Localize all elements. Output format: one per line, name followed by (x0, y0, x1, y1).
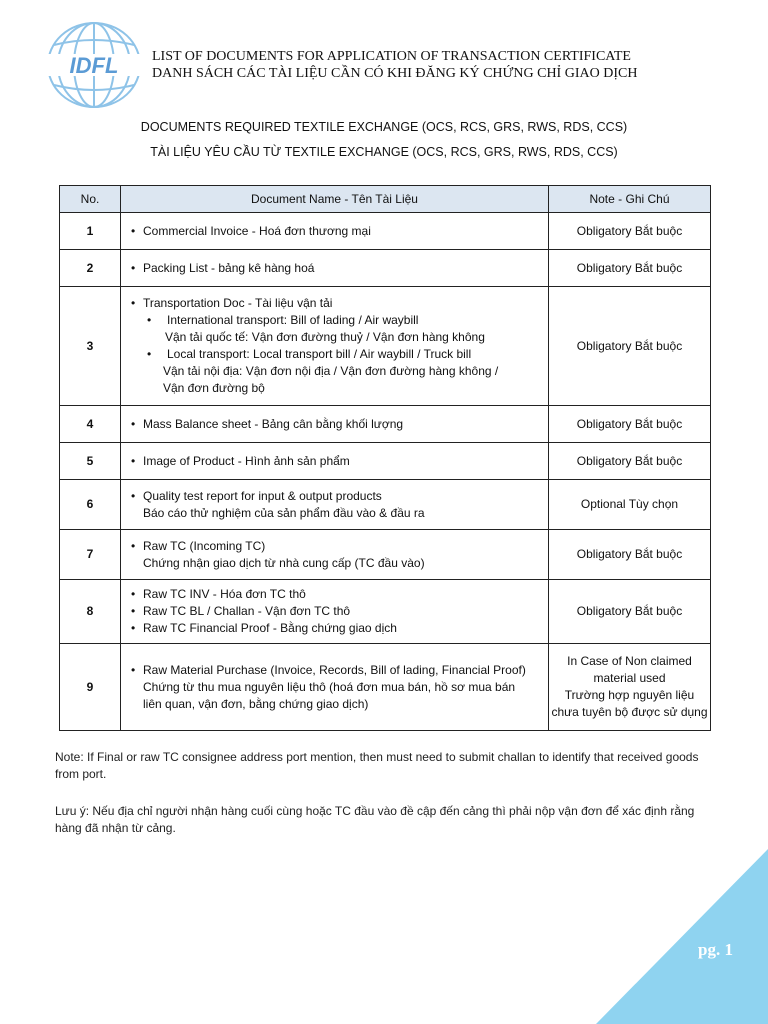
note-cell: Obligatory Bắt buộc (549, 530, 711, 580)
document-item: • Raw TC INV - Hóa đơn TC thô (129, 586, 542, 603)
document-item: • Raw TC BL / Challan - Vận đơn TC thô (129, 603, 542, 620)
note-cell: Obligatory Bắt buộc (549, 406, 711, 443)
document-name: • Raw TC (Incoming TC) (129, 538, 542, 555)
document-name-vi-cont: liên quan, vận đơn, bằng chứng giao dịch) (143, 696, 369, 711)
note-line: material used (593, 671, 666, 685)
row-number: 1 (60, 213, 121, 250)
document-name-vi: Báo cáo thử nghiệm của sản phẩm đầu vào & đầu ra (143, 505, 425, 520)
row-number: 8 (60, 580, 121, 644)
note-cell (549, 644, 711, 731)
note-cell: Obligatory Bắt buộc (549, 443, 711, 480)
document-name-vi: Chứng từ thu mua nguyên liệu thô (hoá đơn mua bán, hồ sơ mua bán (143, 679, 516, 694)
header-no: No. (60, 186, 121, 213)
sub-item-local-vi-cont: Vận đơn đường bộ (163, 381, 265, 395)
document-name: • Image of Product - Hình ảnh sản phẩm (129, 453, 542, 470)
note-cell: Obligatory Bắt buộc (549, 213, 711, 250)
sub-item-international-vi: Vận tải quốc tế: Vận đơn đường thuỷ / Vận đơn hàng không (165, 330, 485, 344)
documents-table (59, 185, 711, 731)
page-number: pg. 1 (698, 940, 733, 959)
sub-item-international: • International transport: Bill of lading / Air waybill (129, 312, 542, 329)
document-name-cell (121, 287, 549, 406)
header-title-en: LIST OF DOCUMENTS FOR APPLICATION OF TRANSACTION CERTIFICATE (152, 49, 631, 64)
row-number: 5 (60, 443, 121, 480)
row-number: 2 (60, 250, 121, 287)
row-number: 4 (60, 406, 121, 443)
table-row (60, 644, 711, 731)
table-row (60, 406, 711, 443)
document-name-cell (121, 443, 549, 480)
document-name: • Packing List - bảng kê hàng hoá (129, 260, 542, 277)
logo-text: IDFL (69, 53, 119, 78)
header-title-vi: DANH SÁCH CÁC TÀI LIỆU CẦN CÓ KHI ĐĂNG KÝ CHỨNG CHỈ GIAO DỊCH (152, 66, 638, 81)
document-name: • Mass Balance sheet - Bảng cân bằng khối lượng (129, 416, 542, 433)
document-name-cell (121, 644, 549, 731)
document-name-vi: Chứng nhận giao dịch từ nhà cung cấp (TC đầu vào) (143, 555, 425, 570)
table-row (60, 287, 711, 406)
document-name: • Raw Material Purchase (Invoice, Records, Bill of lading, Financial Proof) (129, 662, 542, 679)
note-vietnamese: Lưu ý: Nếu địa chỉ người nhận hàng cuối cùng hoặc TC đầu vào đề cập đến cảng thì phải nộp vận đơn để xác định rằng hàng đã nhận từ cảng. (55, 804, 695, 835)
sub-item-local: • Local transport: Local transport bill / Air waybill / Truck bill (129, 346, 542, 363)
table-row (60, 250, 711, 287)
note-line: chưa tuyên bộ được sử dụng (551, 705, 708, 719)
header-note: Note - Ghi Chú (549, 186, 711, 213)
note-cell: Obligatory Bắt buộc (549, 250, 711, 287)
table-header-row (60, 186, 711, 213)
idfl-logo (44, 20, 144, 110)
row-number: 9 (60, 644, 121, 731)
table-row (60, 530, 711, 580)
document-header (152, 48, 637, 82)
document-name: • Transportation Doc - Tài liệu vận tải (129, 295, 542, 312)
note-cell: Obligatory Bắt buộc (549, 580, 711, 644)
note-english: Note: If Final or raw TC consignee address port mention, then must need to submit challan to identify that received goods from port. (55, 750, 699, 781)
table-row (60, 580, 711, 644)
document-name-cell (121, 213, 549, 250)
table-row (60, 443, 711, 480)
document-name-cell (121, 406, 549, 443)
note-cell: Optional Tùy chọn (549, 480, 711, 530)
row-number: 7 (60, 530, 121, 580)
document-name-cell (121, 580, 549, 644)
document-name-cell (121, 480, 549, 530)
sub-item-local-vi: Vận tải nội địa: Vận đơn nội địa / Vận đơn đường hàng không / (163, 364, 499, 378)
document-name: • Commercial Invoice - Hoá đơn thương mại (129, 223, 542, 240)
table-row (60, 480, 711, 530)
document-name-cell (121, 530, 549, 580)
row-number: 6 (60, 480, 121, 530)
table-row (60, 213, 711, 250)
document-name-cell (121, 250, 549, 287)
subtitle-en: DOCUMENTS REQUIRED TEXTILE EXCHANGE (OCS, RCS, GRS, RWS, RDS, CCS) (140, 120, 628, 134)
document-item: • Raw TC Financial Proof - Bằng chứng giao dịch (129, 620, 542, 637)
note-line: Trường hợp nguyên liệu (564, 688, 695, 702)
subtitle-vi: TÀI LIỆU YÊU CẦU TỪ TEXTILE EXCHANGE (OCS, RCS, GRS, RWS, RDS, CCS) (150, 145, 618, 159)
header-document-name: Document Name - Tên Tài Liệu (121, 186, 549, 213)
document-name: • Quality test report for input & output products (129, 488, 542, 505)
row-number: 3 (60, 287, 121, 406)
note-cell: Obligatory Bắt buộc (549, 287, 711, 406)
page-corner-decoration (596, 849, 768, 1024)
note-line: In Case of Non claimed (567, 654, 692, 668)
